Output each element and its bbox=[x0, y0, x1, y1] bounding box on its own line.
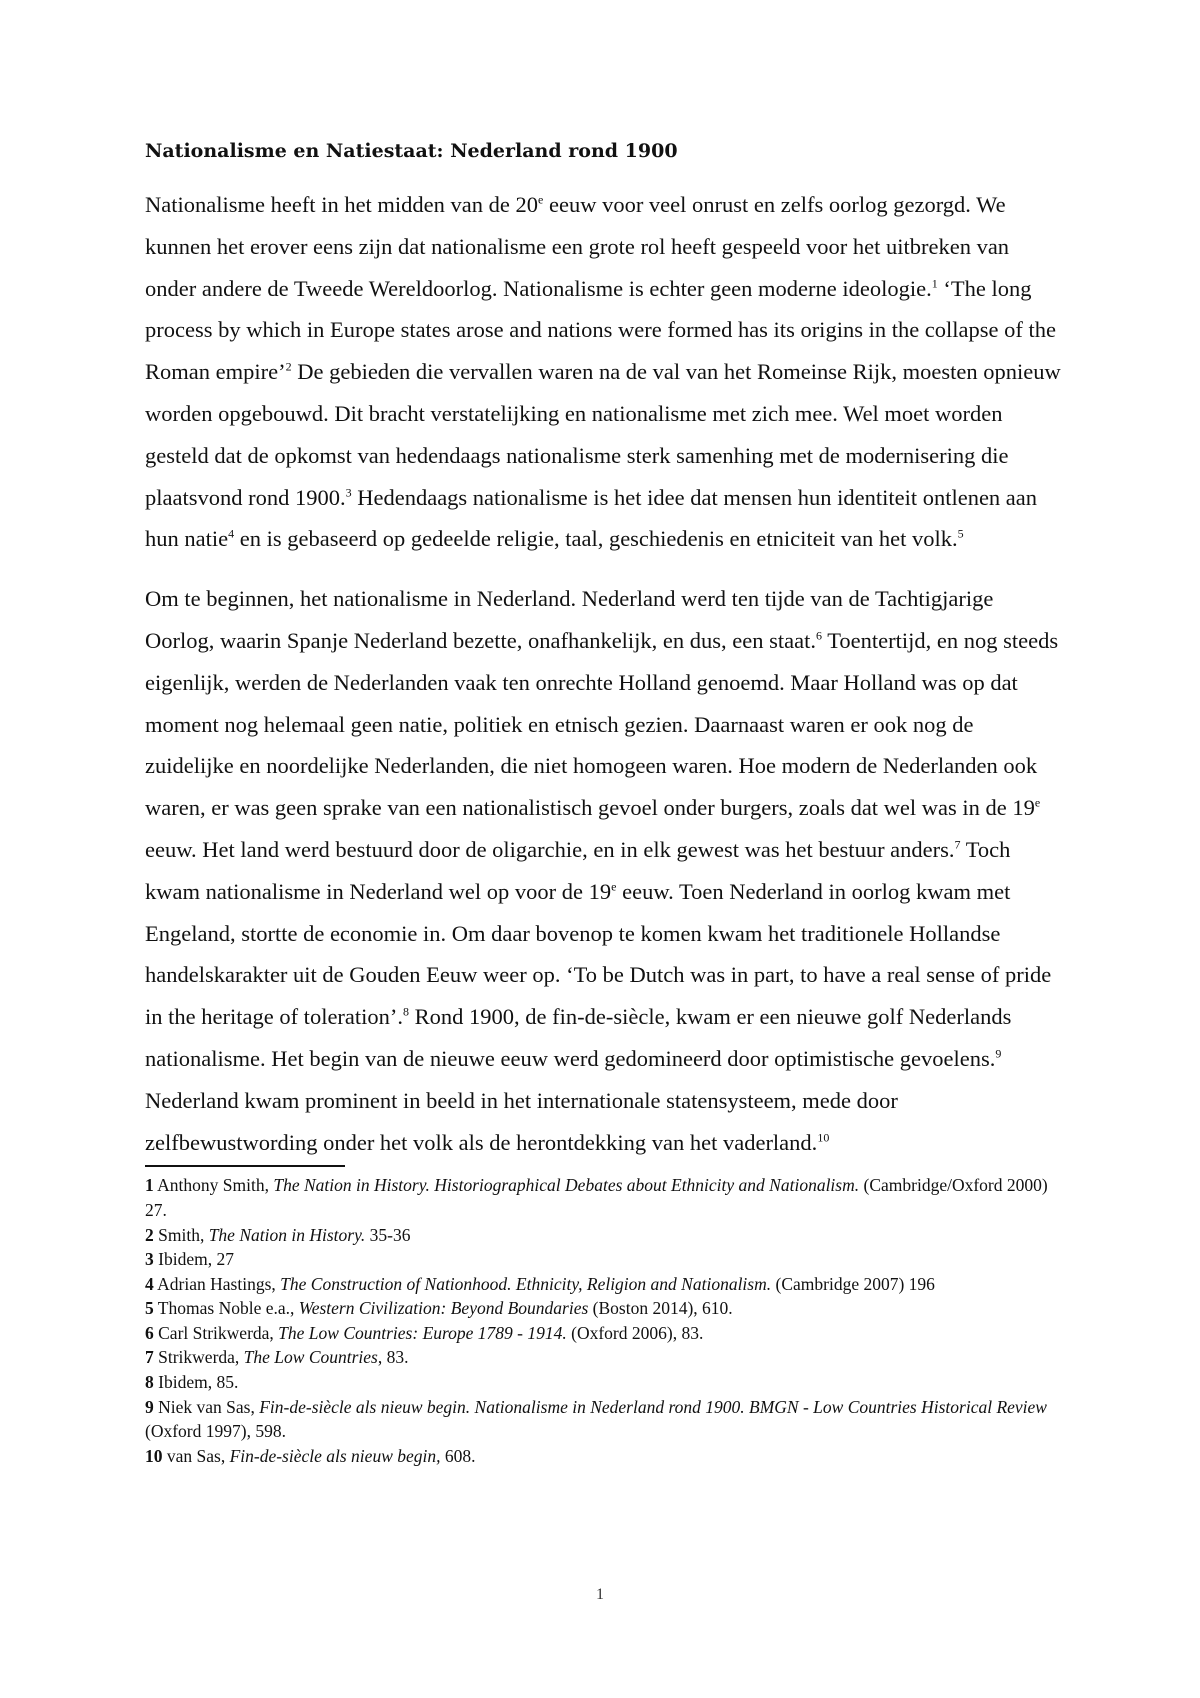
footnote-title: The Construction of Nationhood. Ethnicity, Religion and Nationalism. bbox=[280, 1273, 772, 1294]
footnote-reference: 7 bbox=[954, 837, 961, 852]
body-paragraph bbox=[145, 578, 1065, 1163]
footnote-text: van Sas, bbox=[162, 1445, 230, 1466]
footnote-reference: 2 bbox=[285, 359, 292, 374]
footnote-reference: e bbox=[538, 192, 544, 207]
footnote-item bbox=[145, 1223, 1065, 1248]
footnote-text: (Cambridge/Oxford 2000) 27. bbox=[145, 1175, 1048, 1220]
footnote-reference: 8 bbox=[403, 1004, 410, 1019]
footnote-title: The Nation in History. Historiographical Debates about Ethnicity and Nationalism. bbox=[273, 1175, 860, 1196]
paragraph-text: eeuw voor veel onrust en zelfs oorlog gezorgd. We kunnen het erover eens zijn dat nationalisme een grote rol heeft gespeeld voor het uitbreken van onder andere de Tweede Wereldoorlog. Nationalisme is echter geen moderne ideologie. bbox=[145, 192, 1010, 301]
footnote-number: 2 bbox=[145, 1224, 154, 1245]
footnote-title: Western Civilization: Beyond Boundaries bbox=[298, 1298, 589, 1319]
footnote-text: Adrian Hastings, bbox=[153, 1273, 281, 1294]
footnote-reference: 3 bbox=[345, 485, 352, 500]
footnote-item bbox=[145, 1321, 1065, 1346]
footnote-text: Thomas Noble e.a., bbox=[153, 1298, 299, 1319]
footnote-item bbox=[145, 1272, 1065, 1297]
paragraph-text: en is gebaseerd op gedeelde religie, taal, geschiedenis en etniciteit van het volk. bbox=[234, 526, 958, 552]
footnote-number: 8 bbox=[145, 1372, 154, 1393]
document-page bbox=[145, 140, 1065, 1468]
footnote-item bbox=[145, 1296, 1065, 1321]
footnote-number: 5 bbox=[145, 1298, 154, 1319]
paragraph-text: Toch kwam nationalisme in Nederland wel op voor de 19 bbox=[145, 836, 1011, 904]
paragraph-text: eeuw. Toen Nederland in oorlog kwam met Engeland, stortte de economie in. Om daar bovenop te komen kwam het traditionele Hollandse handelskarakter uit de Gouden Eeuw weer op. ‘To be Dutch was in part, to have a real sense of pride in the heritage of toleration’. bbox=[145, 878, 1052, 1030]
paragraph-text: Nederland kwam prominent in beeld in het internationale statensysteem, mede door zelfbewustwording onder het volk als de herontdekking van het vaderland. bbox=[145, 1087, 898, 1155]
body-paragraph bbox=[145, 184, 1065, 560]
footnote-text: Niek van Sas, bbox=[153, 1396, 260, 1417]
footnote-text: Smith, bbox=[153, 1224, 209, 1245]
page-number: 1 bbox=[596, 1586, 604, 1603]
footnote-title: Fin-de-siècle als nieuw begin. Nationalisme in Nederland rond 1900. BMGN - Low Countries Historical Review bbox=[259, 1396, 1047, 1417]
footnote-title: The Low Countries: Europe 1789 - 1914. bbox=[278, 1322, 567, 1343]
footnote-text: Anthony Smith, bbox=[153, 1175, 274, 1196]
paragraph-text: Toentertijd, en nog steeds eigenlijk, werden de Nederlanden vaak ten onrechte Holland genoemd. Maar Holland was op dat moment nog helemaal geen natie, politiek en etnisch gezien. Daarnaast waren er ook nog de zuidelijke en noordelijke Nederlanden, die niet homogeen waren. Hoe modern de Nederlanden ook waren, er was geen sprake van een nationalistisch gevoel onder burgers, zoals dat wel was in de 19 bbox=[145, 627, 1059, 821]
footnote-text: Carl Strikwerda, bbox=[153, 1322, 279, 1343]
footnote-reference: 10 bbox=[817, 1130, 830, 1145]
footnote-text: Strikwerda, bbox=[153, 1347, 244, 1368]
footnote-text: Ibidem, 27 bbox=[153, 1249, 234, 1270]
footnote-item bbox=[145, 1247, 1065, 1272]
footnote-number: 7 bbox=[145, 1347, 154, 1368]
footnote-text: , 83. bbox=[377, 1347, 409, 1368]
paragraph-text: ‘The long process by which in Europe states arose and nations were formed has its origins in the collapse of the Roman empire’ bbox=[145, 275, 1057, 385]
footnote-reference: 6 bbox=[816, 628, 823, 643]
footnotes-list bbox=[145, 1173, 1065, 1468]
footnote-separator bbox=[145, 1165, 345, 1167]
paragraph-text: eeuw. Het land werd bestuurd door de oligarchie, en in elk gewest was het bestuur anders. bbox=[145, 836, 955, 862]
footnote-text: 35-36 bbox=[365, 1224, 411, 1245]
footnote-number: 4 bbox=[145, 1273, 154, 1294]
footnote-text: (Oxford 2006), 83. bbox=[566, 1322, 704, 1343]
footnote-reference: 4 bbox=[228, 526, 235, 541]
paragraph-text: Rond 1900, de fin-de-siècle, kwam er een nieuwe golf Nederlands nationalisme. Het begin van de nieuwe eeuw werd gedomineerd door optimistische gevoelens. bbox=[145, 1004, 1012, 1071]
footnote-text: Ibidem, 85. bbox=[153, 1372, 239, 1393]
paragraph-text: Om te beginnen, het nationalisme in Nederland. Nederland werd ten tijde van de Tachtigjarige Oorlog, waarin Spanje Nederland bezette, onafhankelijk, en dus, een staat. bbox=[145, 586, 994, 653]
paragraph-text: Hedendaags nationalisme is het idee dat mensen hun identiteit ontlenen aan hun natie bbox=[145, 484, 1038, 552]
footnote-item bbox=[145, 1395, 1065, 1444]
document-title: Nationalisme en Natiestaat: Nederland rond 1900 bbox=[145, 140, 678, 162]
footnote-number: 10 bbox=[145, 1445, 163, 1466]
paragraph-text: De gebieden die vervallen waren na de val van het Romeinse Rijk, moesten opnieuw worden opgebouwd. Dit bracht verstatelijking en nationalisme met zich mee. Wel moet worden gesteld dat de opkomst van hedendaags nationalisme sterk samenhing met de modernisering die plaatsvond rond 1900. bbox=[145, 359, 1061, 510]
footnote-title: The Low Countries bbox=[243, 1347, 378, 1368]
footnote-item bbox=[145, 1370, 1065, 1395]
footnote-title: Fin-de-siècle als nieuw begin, bbox=[229, 1445, 441, 1466]
footnote-number: 6 bbox=[145, 1322, 154, 1343]
footnote-text: (Oxford 1997), 598. bbox=[145, 1421, 286, 1442]
footnote-reference: 1 bbox=[931, 276, 938, 291]
footnote-title: The Nation in History. bbox=[208, 1224, 366, 1245]
footnote-reference: 9 bbox=[995, 1046, 1002, 1061]
footnote-text: 608. bbox=[440, 1445, 476, 1466]
footnote-item bbox=[145, 1345, 1065, 1370]
paragraph-text: Nationalisme heeft in het midden van de 20 bbox=[145, 192, 539, 217]
footnote-number: 1 bbox=[145, 1175, 154, 1196]
footnote-reference: e bbox=[611, 879, 617, 894]
footnote-item bbox=[145, 1173, 1065, 1222]
footnote-number: 9 bbox=[145, 1396, 154, 1417]
footnote-item bbox=[145, 1444, 1065, 1469]
footnote-reference: e bbox=[1034, 795, 1041, 810]
footnote-reference: 5 bbox=[957, 526, 964, 541]
footnote-number: 3 bbox=[145, 1249, 154, 1270]
footnote-text: (Boston 2014), 610. bbox=[588, 1298, 733, 1319]
footnote-text: (Cambridge 2007) 196 bbox=[771, 1273, 935, 1294]
